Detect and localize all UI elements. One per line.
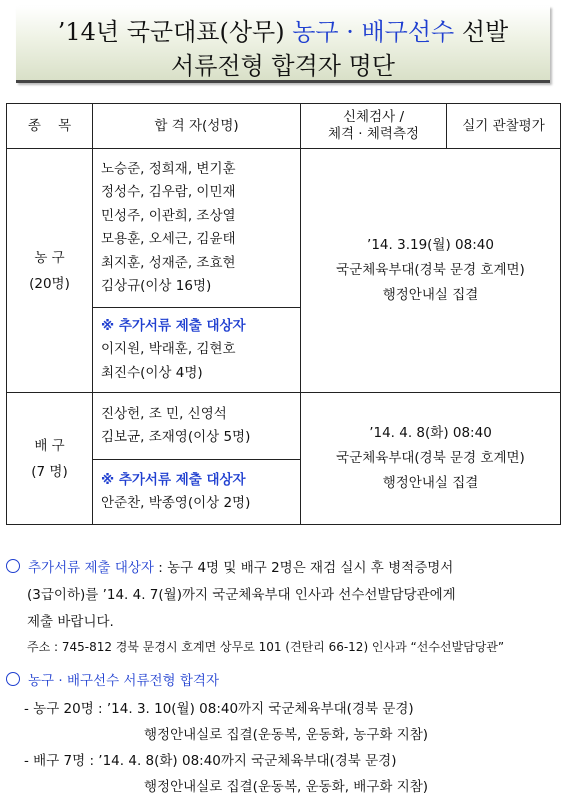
sport-basketball xyxy=(7,149,93,393)
title-prefix: ’14년 국군대표(상무) xyxy=(57,18,293,46)
note1-label: 추가서류 제출 대상자 xyxy=(28,560,154,576)
table-header-row xyxy=(7,104,561,149)
table-row-basketball xyxy=(7,149,561,308)
header-passers: 합 격 자(성명) xyxy=(93,104,301,149)
schedule-date: ’14. 3.19(월) 08:40 xyxy=(367,237,494,253)
sport-name: 농 구 xyxy=(34,249,65,266)
header-exam-line2: 체격 · 체력측정 xyxy=(327,126,420,142)
volleyball-gather-line2: 행정안내실로 집결(운동복, 운동화, 배구화 지참) xyxy=(144,779,429,795)
name-line: 안준찬, 박종영(이상 2명) xyxy=(101,495,251,511)
note1-line3: 제출 바랍니다. xyxy=(27,614,114,630)
address-line: 주소 : 745-812 경북 문경시 호계면 상무로 101 (견탄리 66-12) 인사과 “선수선발담당관” xyxy=(27,640,505,654)
title-line-2: 서류전형 합격자 명단 xyxy=(171,52,395,80)
title-line-1 xyxy=(16,12,550,47)
name-line: 진상헌, 조 민, 신영석 xyxy=(101,405,227,422)
basketball-names xyxy=(93,149,301,308)
header-exam-line1: 신체검사 / xyxy=(342,109,404,125)
title-suffix: 선발 xyxy=(454,18,509,46)
note1-text: : 농구 4명 및 배구 2명은 재검 실시 후 병적증명서 xyxy=(153,560,454,576)
sport-name: 배 구 xyxy=(34,437,65,454)
note2-label: 농구 · 배구선수 서류전형 합격자 xyxy=(28,673,219,689)
schedule-place: 국군체육부대(경북 문경 호계면) xyxy=(336,450,525,466)
extra-title: ※ 추가서류 제출 대상자 xyxy=(101,317,246,334)
title-highlight: 농구 · 배구선수 xyxy=(292,18,455,46)
header-exam xyxy=(301,104,447,149)
circle-bullet-icon xyxy=(6,559,20,573)
name-line: 이지원, 박래훈, 김현호 xyxy=(101,341,236,358)
name-line: 노승준, 정희재, 변기훈 xyxy=(101,160,236,177)
volleyball-gather-line1: - 배구 7명 : ’14. 4. 8(화) 08:40까지 국군체육부대(경북 문경) xyxy=(24,753,397,769)
note1-line1 xyxy=(6,556,453,576)
passers-table xyxy=(6,103,561,525)
name-line: 김상규(이상 16명) xyxy=(101,278,212,294)
name-line: 정성수, 김우람, 이민재 xyxy=(101,184,236,200)
schedule-date: ’14. 4. 8(화) 08:40 xyxy=(369,425,492,441)
schedule-gather: 행정안내실 집결 xyxy=(382,475,479,491)
volleyball-extra xyxy=(93,460,301,525)
note1-line2: (3급이하)를 ’14. 4. 7(월)까지 국군체육부대 인사과 선수선발담당관에게 xyxy=(27,587,456,603)
circle-bullet-icon xyxy=(6,672,20,686)
name-line: 모용훈, 오세근, 김윤태 xyxy=(101,231,236,247)
name-line: 김보균, 조재영(이상 5명) xyxy=(101,429,251,445)
volleyball-schedule xyxy=(301,393,561,525)
header-eval: 실기 관찰평가 xyxy=(447,104,561,149)
name-line: 최진수(이상 4명) xyxy=(101,364,203,381)
volleyball-names xyxy=(93,393,301,460)
schedule-place: 국군체육부대(경북 문경 호계면) xyxy=(336,262,525,278)
name-line: 최지훈, 성재준, 조효현 xyxy=(101,254,236,271)
note2-title xyxy=(6,669,219,689)
basketball-schedule xyxy=(301,149,561,393)
sport-volleyball xyxy=(7,393,93,525)
extra-title: ※ 추가서류 제출 대상자 xyxy=(101,471,246,488)
schedule-gather: 행정안내실 집결 xyxy=(382,287,479,303)
sport-count: (7 명) xyxy=(31,463,68,480)
title-banner xyxy=(16,6,550,83)
table-row-volleyball xyxy=(7,393,561,460)
sport-count: (20명) xyxy=(29,275,70,292)
basketball-extra xyxy=(93,308,301,393)
basketball-gather-line1: - 농구 20명 : ’14. 3. 10(월) 08:40까지 국군체육부대(경북 문경) xyxy=(24,701,414,717)
basketball-gather-line2: 행정안내실로 집결(운동복, 운동화, 농구화 지참) xyxy=(144,727,429,743)
header-sport: 종 목 xyxy=(7,104,93,149)
name-line: 민성주, 이관희, 조상열 xyxy=(101,207,236,224)
